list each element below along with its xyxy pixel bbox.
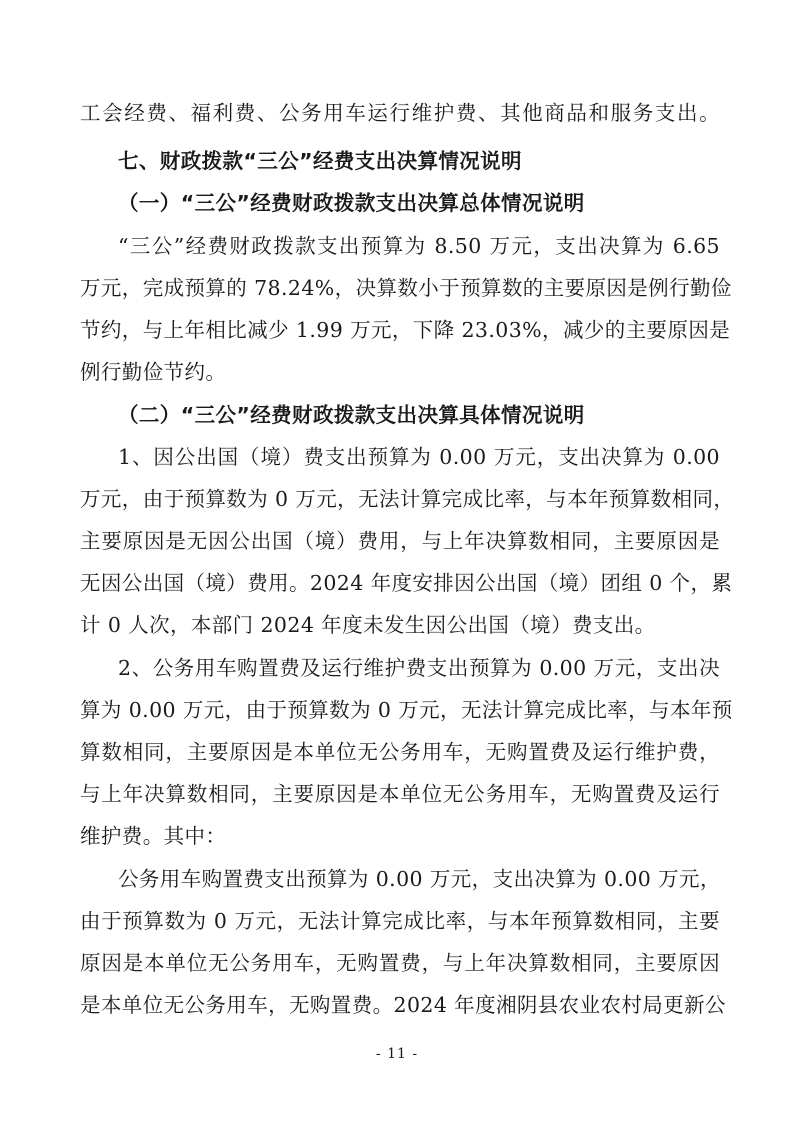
body-line: “三公”经费财政拨款支出预算为 8.50 万元，支出决算为 6.65 bbox=[118, 234, 720, 258]
body-line: 万元，由于预算数为 0 万元，无法计算完成比率，与本年预算数相同， bbox=[80, 487, 735, 511]
body-line: 节约，与上年相比减少 1.99 万元，下降 23.03%，减少的主要原因是 bbox=[80, 318, 731, 342]
body-line: 计 0 人次，本部门 2024 年度未发生因公出国（境）费支出。 bbox=[80, 613, 656, 637]
body-line: 与上年决算数相同，主要原因是本单位无公务用车，无购置费及运行 bbox=[80, 782, 720, 806]
section-heading-7: 七、财政拨款“三公”经费支出决算情况说明 bbox=[118, 149, 522, 173]
body-line: 主要原因是无因公出国（境）费用，与上年决算数相同，主要原因是 bbox=[80, 529, 720, 553]
body-line: 算为 0.00 万元，由于预算数为 0 万元，无法计算完成比率，与本年预 bbox=[80, 698, 733, 722]
body-line: 例行勤俭节约。 bbox=[80, 360, 227, 384]
body-line: 2、公务用车购置费及运行维护费支出预算为 0.00 万元，支出决 bbox=[118, 656, 720, 680]
body-line: 工会经费、福利费、公务用车运行维护费、其他商品和服务支出。 bbox=[80, 101, 720, 125]
page-number: - 11 - bbox=[375, 1046, 419, 1062]
body-line: 维护费。其中： bbox=[80, 824, 227, 848]
body-line: 算数相同，主要原因是本单位无公务用车，无购置费及运行维护费， bbox=[80, 740, 720, 764]
body-line: 1、因公出国（境）费支出预算为 0.00 万元，支出决算为 0.00 bbox=[118, 445, 720, 469]
subsection-heading-1: （一）“三公”经费财政拨款支出决算总体情况说明 bbox=[118, 191, 585, 215]
body-line: 由于预算数为 0 万元，无法计算完成比率，与本年预算数相同，主要 bbox=[80, 909, 720, 933]
body-line: 万元，完成预算的 78.24%，决算数小于预算数的主要原因是例行勤俭 bbox=[80, 276, 732, 300]
body-line: 是本单位无公务用车，无购置费。2024 年度湘阴县农业农村局更新公 bbox=[80, 993, 726, 1017]
body-line: 原因是本单位无公务用车，无购置费，与上年决算数相同，主要原因 bbox=[80, 951, 720, 975]
body-line: 无因公出国（境）费用。2024 年度安排因公出国（境）团组 0 个，累 bbox=[80, 571, 733, 595]
body-line: 公务用车购置费支出预算为 0.00 万元，支出决算为 0.00 万元， bbox=[118, 867, 721, 891]
subsection-heading-2: （二）“三公”经费财政拨款支出决算具体情况说明 bbox=[118, 403, 585, 427]
